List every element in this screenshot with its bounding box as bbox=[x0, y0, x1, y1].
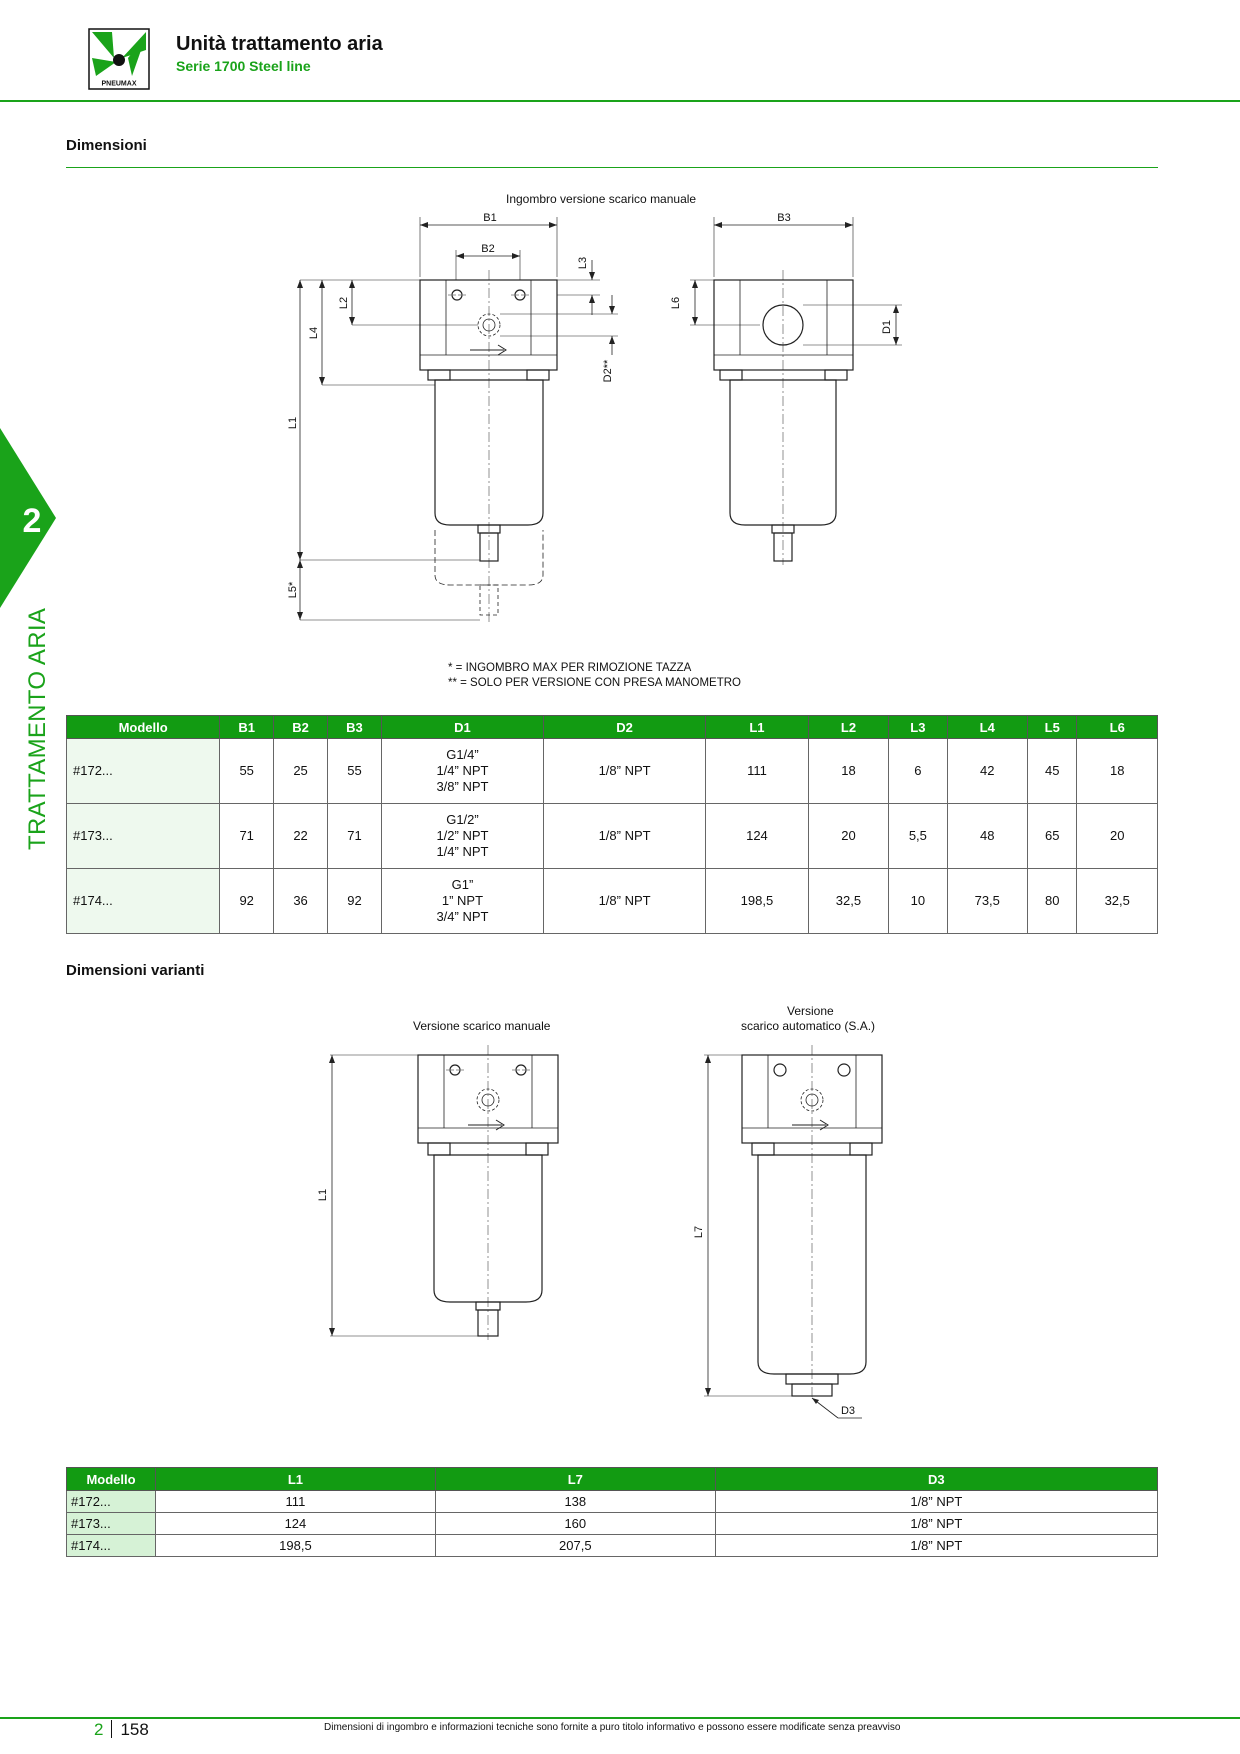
cell-model: #173... bbox=[67, 1513, 156, 1535]
cell-l1: 124 bbox=[706, 804, 809, 869]
col-header: D2 bbox=[544, 716, 706, 739]
table-row bbox=[67, 739, 1158, 804]
pneumax-logo bbox=[88, 28, 150, 90]
manual-drain-view bbox=[317, 1045, 558, 1340]
cell-d1 bbox=[381, 739, 543, 804]
header-divider bbox=[0, 100, 1240, 102]
col-header: D1 bbox=[381, 716, 543, 739]
cell-d3: 1/8” NPT bbox=[715, 1491, 1157, 1513]
chapter-number: 2 bbox=[22, 502, 42, 540]
variants-drawing bbox=[317, 1040, 920, 1430]
cell-d1-line: 1” NPT bbox=[441, 893, 484, 908]
section-title-varianti: Dimensioni varianti bbox=[66, 962, 205, 979]
cell-d2: 1/8” NPT bbox=[544, 739, 706, 804]
col-header: L2 bbox=[808, 716, 888, 739]
label-d1: D1 bbox=[881, 319, 893, 335]
cell-l2: 18 bbox=[808, 739, 888, 804]
cell-l7: 160 bbox=[435, 1513, 715, 1535]
dimensions-table bbox=[66, 715, 1158, 934]
cell-d1-line: G1” bbox=[451, 877, 474, 892]
label-l6: L6 bbox=[670, 296, 682, 310]
table-row bbox=[67, 804, 1158, 869]
footer-chapter: 2 bbox=[94, 1720, 104, 1739]
col-header: L5 bbox=[1027, 716, 1076, 739]
cell-d1 bbox=[381, 869, 543, 934]
chapter-tab bbox=[0, 428, 60, 608]
cell-d1-line: 3/8” NPT bbox=[436, 779, 489, 794]
cell-l6: 32,5 bbox=[1077, 869, 1158, 934]
cell-model: #174... bbox=[67, 1535, 156, 1557]
table-header-row bbox=[67, 716, 1158, 739]
footer-separator bbox=[111, 1720, 112, 1738]
chapter-label: TRATTAMENTO ARIA bbox=[24, 607, 51, 850]
cell-l7: 138 bbox=[435, 1491, 715, 1513]
note-2: ** = SOLO PER VERSIONE CON PRESA MANOMETRO bbox=[448, 677, 741, 689]
cell-d1-line: 3/4” NPT bbox=[436, 909, 489, 924]
label-b3: B3 bbox=[777, 212, 791, 224]
cell-model: #172... bbox=[67, 1491, 156, 1513]
drawing-caption-manual: Ingombro versione scarico manuale bbox=[506, 192, 697, 206]
footer-page: 158 bbox=[120, 1720, 149, 1739]
cell-l2: 20 bbox=[808, 804, 888, 869]
cell-l6: 20 bbox=[1077, 804, 1158, 869]
cell-l5: 45 bbox=[1027, 739, 1076, 804]
section-divider bbox=[66, 167, 1158, 168]
cell-l3: 5,5 bbox=[889, 804, 947, 869]
caption-manual-version: Versione scarico manuale bbox=[413, 1019, 551, 1033]
col-header: L4 bbox=[947, 716, 1027, 739]
cell-d1-line: 1/4” NPT bbox=[436, 763, 489, 778]
cell-b3: 71 bbox=[328, 804, 382, 869]
col-header: Modello bbox=[67, 1468, 156, 1491]
table-header-row bbox=[67, 1468, 1158, 1491]
label-l1: L1 bbox=[287, 416, 299, 430]
front-view bbox=[287, 212, 618, 625]
table-row bbox=[67, 1535, 1158, 1557]
col-header: B1 bbox=[220, 716, 274, 739]
col-header: B3 bbox=[328, 716, 382, 739]
cell-l1: 198,5 bbox=[156, 1535, 436, 1557]
footer-disclaimer: Dimensioni di ingombro e informazioni tecniche sono fornite a puro titolo informativo e possono essere modificate senza preavviso bbox=[324, 1722, 901, 1733]
table-row bbox=[67, 869, 1158, 934]
cell-l6: 18 bbox=[1077, 739, 1158, 804]
caption-auto-version-line1: Versione bbox=[787, 1004, 834, 1018]
auto-drain-view bbox=[693, 1045, 882, 1418]
variant-label-l1: L1 bbox=[317, 1188, 329, 1202]
label-b1: B1 bbox=[483, 212, 497, 224]
col-header: L6 bbox=[1077, 716, 1158, 739]
cell-b2: 36 bbox=[274, 869, 328, 934]
cell-b3: 92 bbox=[328, 869, 382, 934]
side-view bbox=[670, 212, 902, 565]
label-l4: L4 bbox=[308, 326, 320, 340]
cell-l1: 124 bbox=[156, 1513, 436, 1535]
cell-l5: 80 bbox=[1027, 869, 1076, 934]
cell-d1 bbox=[381, 804, 543, 869]
cell-l4: 73,5 bbox=[947, 869, 1027, 934]
caption-auto-version-line2: scarico automatico (S.A.) bbox=[741, 1019, 876, 1033]
cell-b1: 92 bbox=[220, 869, 274, 934]
col-header: L1 bbox=[156, 1468, 436, 1491]
page-subtitle: Serie 1700 Steel line bbox=[176, 58, 311, 74]
cell-b1: 71 bbox=[220, 804, 274, 869]
cell-b1: 55 bbox=[220, 739, 274, 804]
cell-b2: 22 bbox=[274, 804, 328, 869]
label-l2: L2 bbox=[338, 296, 350, 310]
cell-l3: 10 bbox=[889, 869, 947, 934]
label-l5: L5* bbox=[287, 581, 299, 599]
cell-d2: 1/8” NPT bbox=[544, 869, 706, 934]
cell-b2: 25 bbox=[274, 739, 328, 804]
variants-table bbox=[66, 1467, 1158, 1557]
col-header: L3 bbox=[889, 716, 947, 739]
cell-l1: 111 bbox=[706, 739, 809, 804]
label-d2: D2** bbox=[602, 359, 614, 383]
cell-d2: 1/8” NPT bbox=[544, 804, 706, 869]
label-b2: B2 bbox=[481, 243, 495, 255]
variant-label-d3: D3 bbox=[840, 1405, 856, 1417]
table-row bbox=[67, 1513, 1158, 1535]
logo-text: PNEUMAX bbox=[101, 80, 137, 88]
dimension-drawing bbox=[287, 205, 920, 635]
footer-divider bbox=[0, 1717, 1240, 1719]
note-1: * = INGOMBRO MAX PER RIMOZIONE TAZZA bbox=[448, 662, 692, 674]
cell-l7: 207,5 bbox=[435, 1535, 715, 1557]
cell-d3: 1/8” NPT bbox=[715, 1513, 1157, 1535]
variant-label-l7: L7 bbox=[693, 1225, 705, 1239]
cell-model: #174... bbox=[67, 869, 220, 934]
page-number bbox=[94, 1720, 149, 1740]
cell-model: #173... bbox=[67, 804, 220, 869]
cell-d1-line: 1/2” NPT bbox=[436, 828, 489, 843]
cell-l4: 42 bbox=[947, 739, 1027, 804]
cell-l2: 32,5 bbox=[808, 869, 888, 934]
col-header: B2 bbox=[274, 716, 328, 739]
cell-b3: 55 bbox=[328, 739, 382, 804]
cell-l5: 65 bbox=[1027, 804, 1076, 869]
cell-d1-line: G1/2” bbox=[446, 812, 479, 827]
cell-model: #172... bbox=[67, 739, 220, 804]
col-header: D3 bbox=[715, 1468, 1157, 1491]
cell-l4: 48 bbox=[947, 804, 1027, 869]
cell-l1: 198,5 bbox=[706, 869, 809, 934]
col-header: L1 bbox=[706, 716, 809, 739]
table-row bbox=[67, 1491, 1158, 1513]
cell-l1: 111 bbox=[156, 1491, 436, 1513]
col-header: Modello bbox=[67, 716, 220, 739]
cell-d1-line: G1/4” bbox=[446, 747, 479, 762]
col-header: L7 bbox=[435, 1468, 715, 1491]
cell-l3: 6 bbox=[889, 739, 947, 804]
label-l3: L3 bbox=[577, 256, 589, 270]
cell-d1-line: 1/4” NPT bbox=[436, 844, 489, 859]
section-title-dimensioni: Dimensioni bbox=[66, 137, 147, 154]
page-title: Unità trattamento aria bbox=[176, 33, 383, 55]
cell-d3: 1/8” NPT bbox=[715, 1535, 1157, 1557]
